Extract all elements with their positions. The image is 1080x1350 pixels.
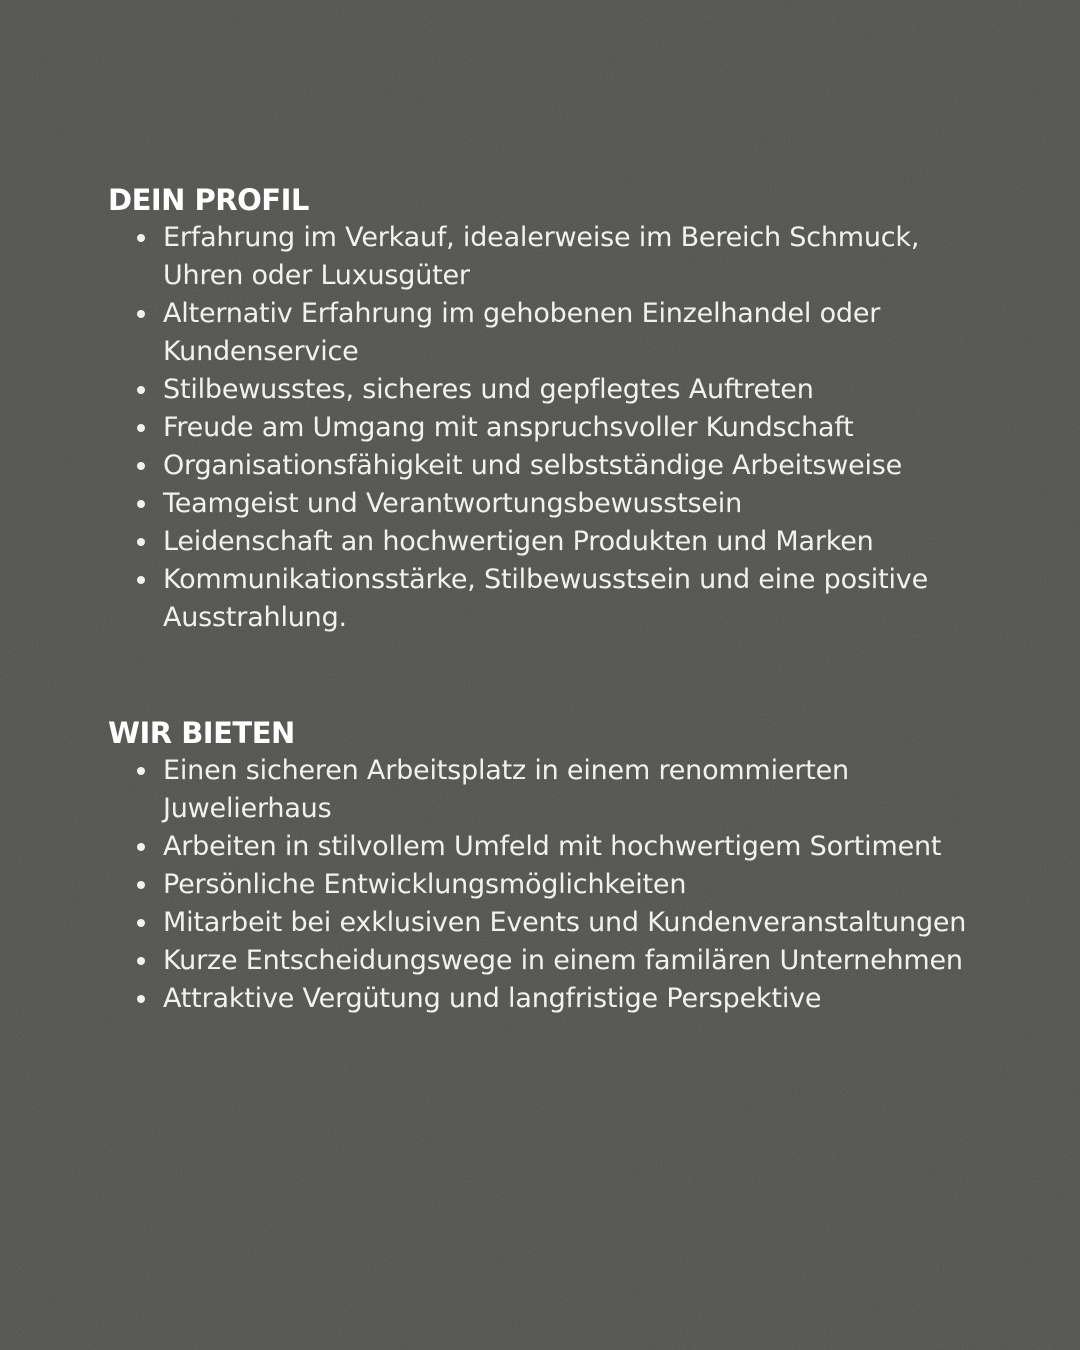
bullet-icon bbox=[137, 576, 145, 584]
offer-list-item bbox=[108, 904, 988, 942]
bullet-icon bbox=[137, 234, 145, 242]
offer-item-text: Persönliche Entwicklungsmöglichkeiten bbox=[163, 869, 687, 900]
offer-section bbox=[108, 715, 988, 1018]
profile-list-item bbox=[108, 219, 988, 295]
bullet-icon bbox=[137, 424, 145, 432]
profile-list bbox=[108, 219, 988, 637]
offer-item-text: Einen sicheren Arbeitsplatz in einem renommierten Juwelierhaus bbox=[163, 755, 849, 824]
profile-item-text: Stilbewusstes, sicheres und gepflegtes Auftreten bbox=[163, 374, 814, 405]
profile-list-item bbox=[108, 561, 988, 637]
offer-item-text: Attraktive Vergütung und langfristige Perspektive bbox=[163, 983, 822, 1014]
bullet-icon bbox=[137, 386, 145, 394]
profile-item-text: Teamgeist und Verantwortungsbewusstsein bbox=[163, 488, 743, 519]
profile-item-text: Freude am Umgang mit anspruchsvoller Kundschaft bbox=[163, 412, 854, 443]
profile-section bbox=[108, 182, 988, 637]
offer-list-item bbox=[108, 980, 988, 1018]
offer-list-item bbox=[108, 942, 988, 980]
profile-item-text: Erfahrung im Verkauf, idealerweise im Bereich Schmuck, Uhren oder Luxusgüter bbox=[163, 222, 920, 291]
bullet-icon bbox=[137, 843, 145, 851]
bullet-icon bbox=[137, 881, 145, 889]
bullet-icon bbox=[137, 462, 145, 470]
offer-list-item bbox=[108, 828, 988, 866]
bullet-icon bbox=[137, 919, 145, 927]
offer-heading: WIR BIETEN bbox=[108, 716, 295, 750]
profile-list-item bbox=[108, 409, 988, 447]
job-requirements-content bbox=[108, 182, 988, 1018]
offer-list bbox=[108, 752, 988, 1018]
profile-list-item bbox=[108, 371, 988, 409]
profile-heading: DEIN PROFIL bbox=[108, 183, 309, 217]
bullet-icon bbox=[137, 767, 145, 775]
bullet-icon bbox=[137, 310, 145, 318]
profile-list-item bbox=[108, 523, 988, 561]
profile-item-text: Kommunikationsstärke, Stilbewusstsein und eine positive Ausstrahlung. bbox=[163, 564, 928, 633]
offer-list-item bbox=[108, 866, 988, 904]
offer-item-text: Kurze Entscheidungswege in einem familären Unternehmen bbox=[163, 945, 963, 976]
profile-list-item bbox=[108, 295, 988, 371]
offer-item-text: Mitarbeit bei exklusiven Events und Kundenveranstaltungen bbox=[163, 907, 967, 938]
profile-item-text: Organisationsfähigkeit und selbstständige Arbeitsweise bbox=[163, 450, 903, 481]
bullet-icon bbox=[137, 995, 145, 1003]
profile-item-text: Alternativ Erfahrung im gehobenen Einzelhandel oder Kundenservice bbox=[163, 298, 881, 367]
profile-item-text: Leidenschaft an hochwertigen Produkten und Marken bbox=[163, 526, 874, 557]
bullet-icon bbox=[137, 538, 145, 546]
profile-list-item bbox=[108, 485, 988, 523]
offer-list-item bbox=[108, 752, 988, 828]
offer-item-text: Arbeiten in stilvollem Umfeld mit hochwertigem Sortiment bbox=[163, 831, 942, 862]
bullet-icon bbox=[137, 957, 145, 965]
section-spacer bbox=[108, 637, 988, 715]
profile-list-item bbox=[108, 447, 988, 485]
bullet-icon bbox=[137, 500, 145, 508]
